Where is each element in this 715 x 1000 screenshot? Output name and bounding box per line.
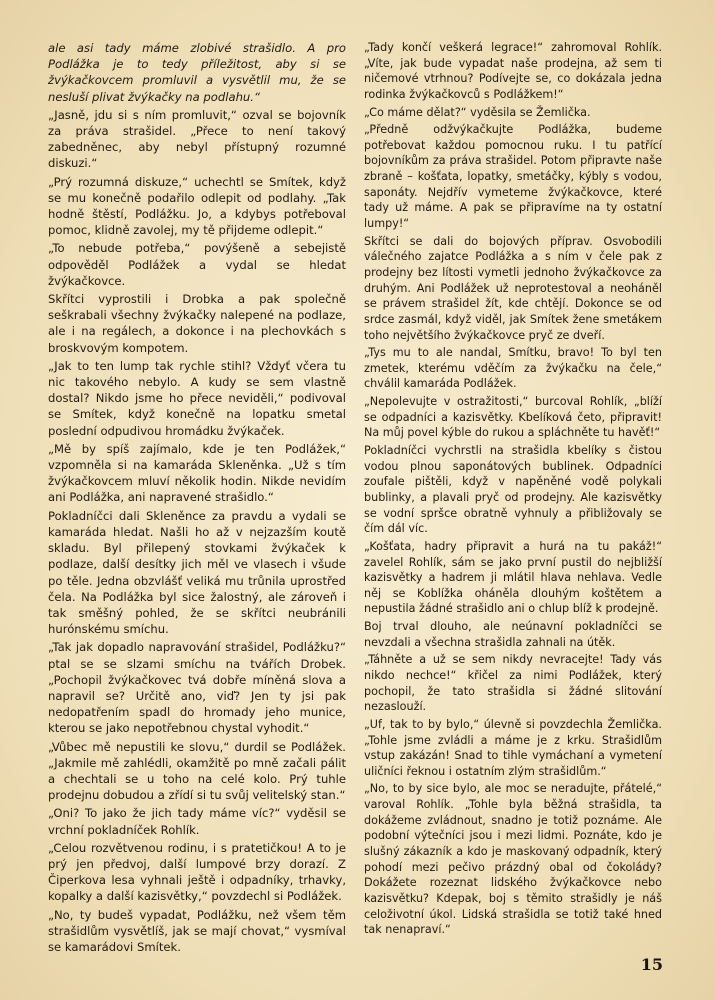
page-number: 15 <box>640 955 663 974</box>
paragraph: „Co máme dělat?“ vyděsila se Žemlička. <box>364 105 591 119</box>
paragraph: „Jak to ten lump tak rychle stihl? Vždyť včera tu nic takového nebylo. A kudy se sem vlastně dostal? Nikdo jsme ho přece neviděli,“ podivoval se Smítek, když konečně na lopatku smetal poslední odpudivou hromádku žvýkaček. <box>48 358 346 438</box>
paragraph: „No, to by sice bylo, ale moc se neradujte, přátelé,“ varoval Rohlík. „Tohle byla běžná strašidla, ta dokážeme zvládnout, snadno je totiž poznáme. Ale podobní výtečníci jsou i mezi lidmi. Poznáte, kdo je slušný zákazník a kdo je maskovaný odpadník, který pohodí mezi pečivo prázdný obal od čokolády? Dokážete rozeznat lidského žvýkačkovce nebo kazisvětku? Kdepak, boj s těmito strašidly je náš celoživotní úkol. Lidská strašidla se totiž také hned tak nenapraví.“ <box>364 782 662 937</box>
paragraph: „No, ty budeš vypadat, Podlážku, než všem těm strašidlům vysvětlíš, jak se mají chovat,“ vysmíval se kamarádovi Smítek. <box>48 907 346 954</box>
paragraph: „Mě by spíš zajímalo, kde je ten Podlážek,“ vzpomněla si na kamaráda Skleněnka. „Už s tím žvýkačkovcem mluví několik hodin. Nikde nevidím ani Podlážka, ani napravené strašidlo.“ <box>48 441 346 505</box>
paragraph: Skřítci vyprostili i Drobka a pak společně seškrabali všechny žvýkačky nalepené na podlaze, ale i na regálech, a dokonce i na plechovkách s broskvovým kompotem. <box>48 292 346 355</box>
paragraph: „Košťata, hadry připravit a hurá na tu pakáž!“ zavelel Rohlík, sám se jako první pustil do nejbližší kazisvětky a hadrem ji mlátil hlava nehlava. Vedle něj se Koblížka oháněla dlouhým koštětem a nepustila žádné strašidlo ani o chlup blíž k prodejně. <box>364 539 662 616</box>
paragraph: „Jasně, jdu si s ním promluvit,“ ozval se bojovník za práva strašidel. „Přece to není takový zabedněnec, aby nebyl přístupný rozumné diskuzi.“ <box>48 107 346 171</box>
paragraph: „Táhněte a už se sem nikdy nevracejte! Tady vás nikdo nechce!“ křičel za nimi Podlážek, který pochopil, že tato strašidla si žádné slitování nezaslouží. <box>364 653 662 714</box>
paragraph: „Celou rozvětvenou rodinu, i s pratetičkou! A to je prý jen předvoj, další lumpové brzy dorazí. Z Čiperkova lesa vyhnali ještě i odpadníky, trhavky, kopalky a další kazisvětky,“ povzdechl si Podlážek. <box>48 840 346 904</box>
paragraph: Boj trval dlouho, ale neúnavní pokladníčci se nevzdali a všechna strašidla zahnali na útěk. <box>364 620 662 649</box>
paragraph: „To nebude potřeba,“ povýšeně a sebejistě odpověděl Podlážek a vydal se hledat žvýkačkovce. <box>48 241 346 288</box>
paragraph: „Tady končí veškerá legrace!“ zahromoval Rohlík. „Víte, jak bude vypadat naše prodejna, až sem ti ničemové vtrhnou? Podívejte se, co dokázala jedna rodinka žvýkačkovců s Podlážkem!“ <box>364 41 662 101</box>
paragraph: „Předně odžvýkačkujte Podlážka, budeme potřebovat každou pomocnou ruku. I tu patřící bojovníkům za práva strašidel. Potom připravte naše zbraně – košťata, lopatky, smetáčky, kýbly s vodou, saponáty. Nejdřív vymeteme žvýkačkovce, které tady už máme. A pak se připravíme na ty ostatní lumpy!“ <box>364 123 662 231</box>
paragraph: Pokladníčci vychrstli na strašidla kbelíky s čistou vodou plnou saponátových bublinek. Odpadníci zoufale pištěli, když v napěněné vodě polykali bublinky, a plavali pryč od prodejny. Ale kazisvětky se vodní spršce obratně vyhnuly a přibližovaly se čím dál víc. <box>364 444 662 536</box>
paragraph: „Uf, tak to by bylo,“ úlevně si povzdechla Žemlička. „Tohle jsme zvládli a máme je z krku. Strašidlům vstup zakázán! Snad to tihle vymáchaní a vymetení uličníci řeknou i ostatním zlým strašidlům.“ <box>364 717 662 778</box>
paragraph: „Prý rozumná diskuze,“ uchechtl se Smítek, když se mu konečně podařilo odlepit od podlahy. „Tak hodně štěstí, Podlážku. Jo, a kdybys potřeboval pomoc, klidně zavolej, my tě přijdeme odlepit.“ <box>48 174 346 238</box>
paragraph: „Vůbec mě nepustili ke slovu,“ durdil se Podlážek. „Jakmile mě zahlédli, okamžitě po mně začali pálit a chechtali se u toho na celé kolo. Prý tuhle prodejnu dobudou a zřídí si tu svůj velitelský stan.“ <box>48 739 346 803</box>
paragraph: Pokladníčci dali Skleněnce za pravdu a vydali se kamaráda hledat. Našli ho až v nejzazším koutě skladu. Byl přilepený stovkami žvýkaček k podlaze, další desítky jich měl ve vlasech i všude po těle. Jedna obzvlášť veliká mu trůnila uprostřed čela. Na Podlážka byl sice žalostný, ale zároveň i tak směšný pohled, že se skřítci neubránili hurónskému smíchu. <box>48 508 346 637</box>
paragraph: „Tak jak dopadlo napravování strašidel, Podlážku?“ ptal se se slzami smíchu na tvářích Drobek. „Pochopil žvýkačkovec tvá dobře míněná slova a napravil se? Určitě ano, viď? Jen ty jsi pak nedopatřením spadl do hromady jeho munice, kterou se jako nepotřebnou chystal vyhodit.“ <box>48 640 346 736</box>
paragraph: „Nepolevujte v ostražitosti,“ burcoval Rohlík, „blíží se odpadníci a kazisvětky. Kbelíková četo, připravit! Na můj povel kýble do rukou a spláchněte tu havěť!“ <box>364 395 662 440</box>
paragraph: „Oni? To jako že jich tady máme víc?“ vyděsil se vrchní pokladníček Rohlík. <box>48 806 346 837</box>
right-column <box>364 40 662 940</box>
paragraph: Skřítci se dali do bojových příprav. Osvobodili válečného zajatce Podlážka a s ním v čele pak z prodejny bez lítosti vymetli jednoho žvýkačkovce za druhým. Ani Podlážek už neprotestoval a neoháněl se právem strašidel žít, kde chtějí. Dokonce se od srdce zasmál, když viděl, jak Smítek žene smetákem toho největšího žvýkačkovce pryč ze dveří. <box>364 234 662 342</box>
paragraph: „Tys mu to ale nandal, Smítku, bravo! To byl ten zmetek, kterému vděčím za žvýkačku na čele,“ chválil kamaráda Podlážek. <box>364 346 662 391</box>
paragraph: ale asi tady máme zlobivé strašidlo. A pro Podlážka je to tedy příležitost, aby si se žvýkačkovcem promluvil a vysvětlil mu, že se nesluší plivat žvýkačky na podlahu.“ <box>48 41 346 104</box>
left-column <box>48 40 346 957</box>
